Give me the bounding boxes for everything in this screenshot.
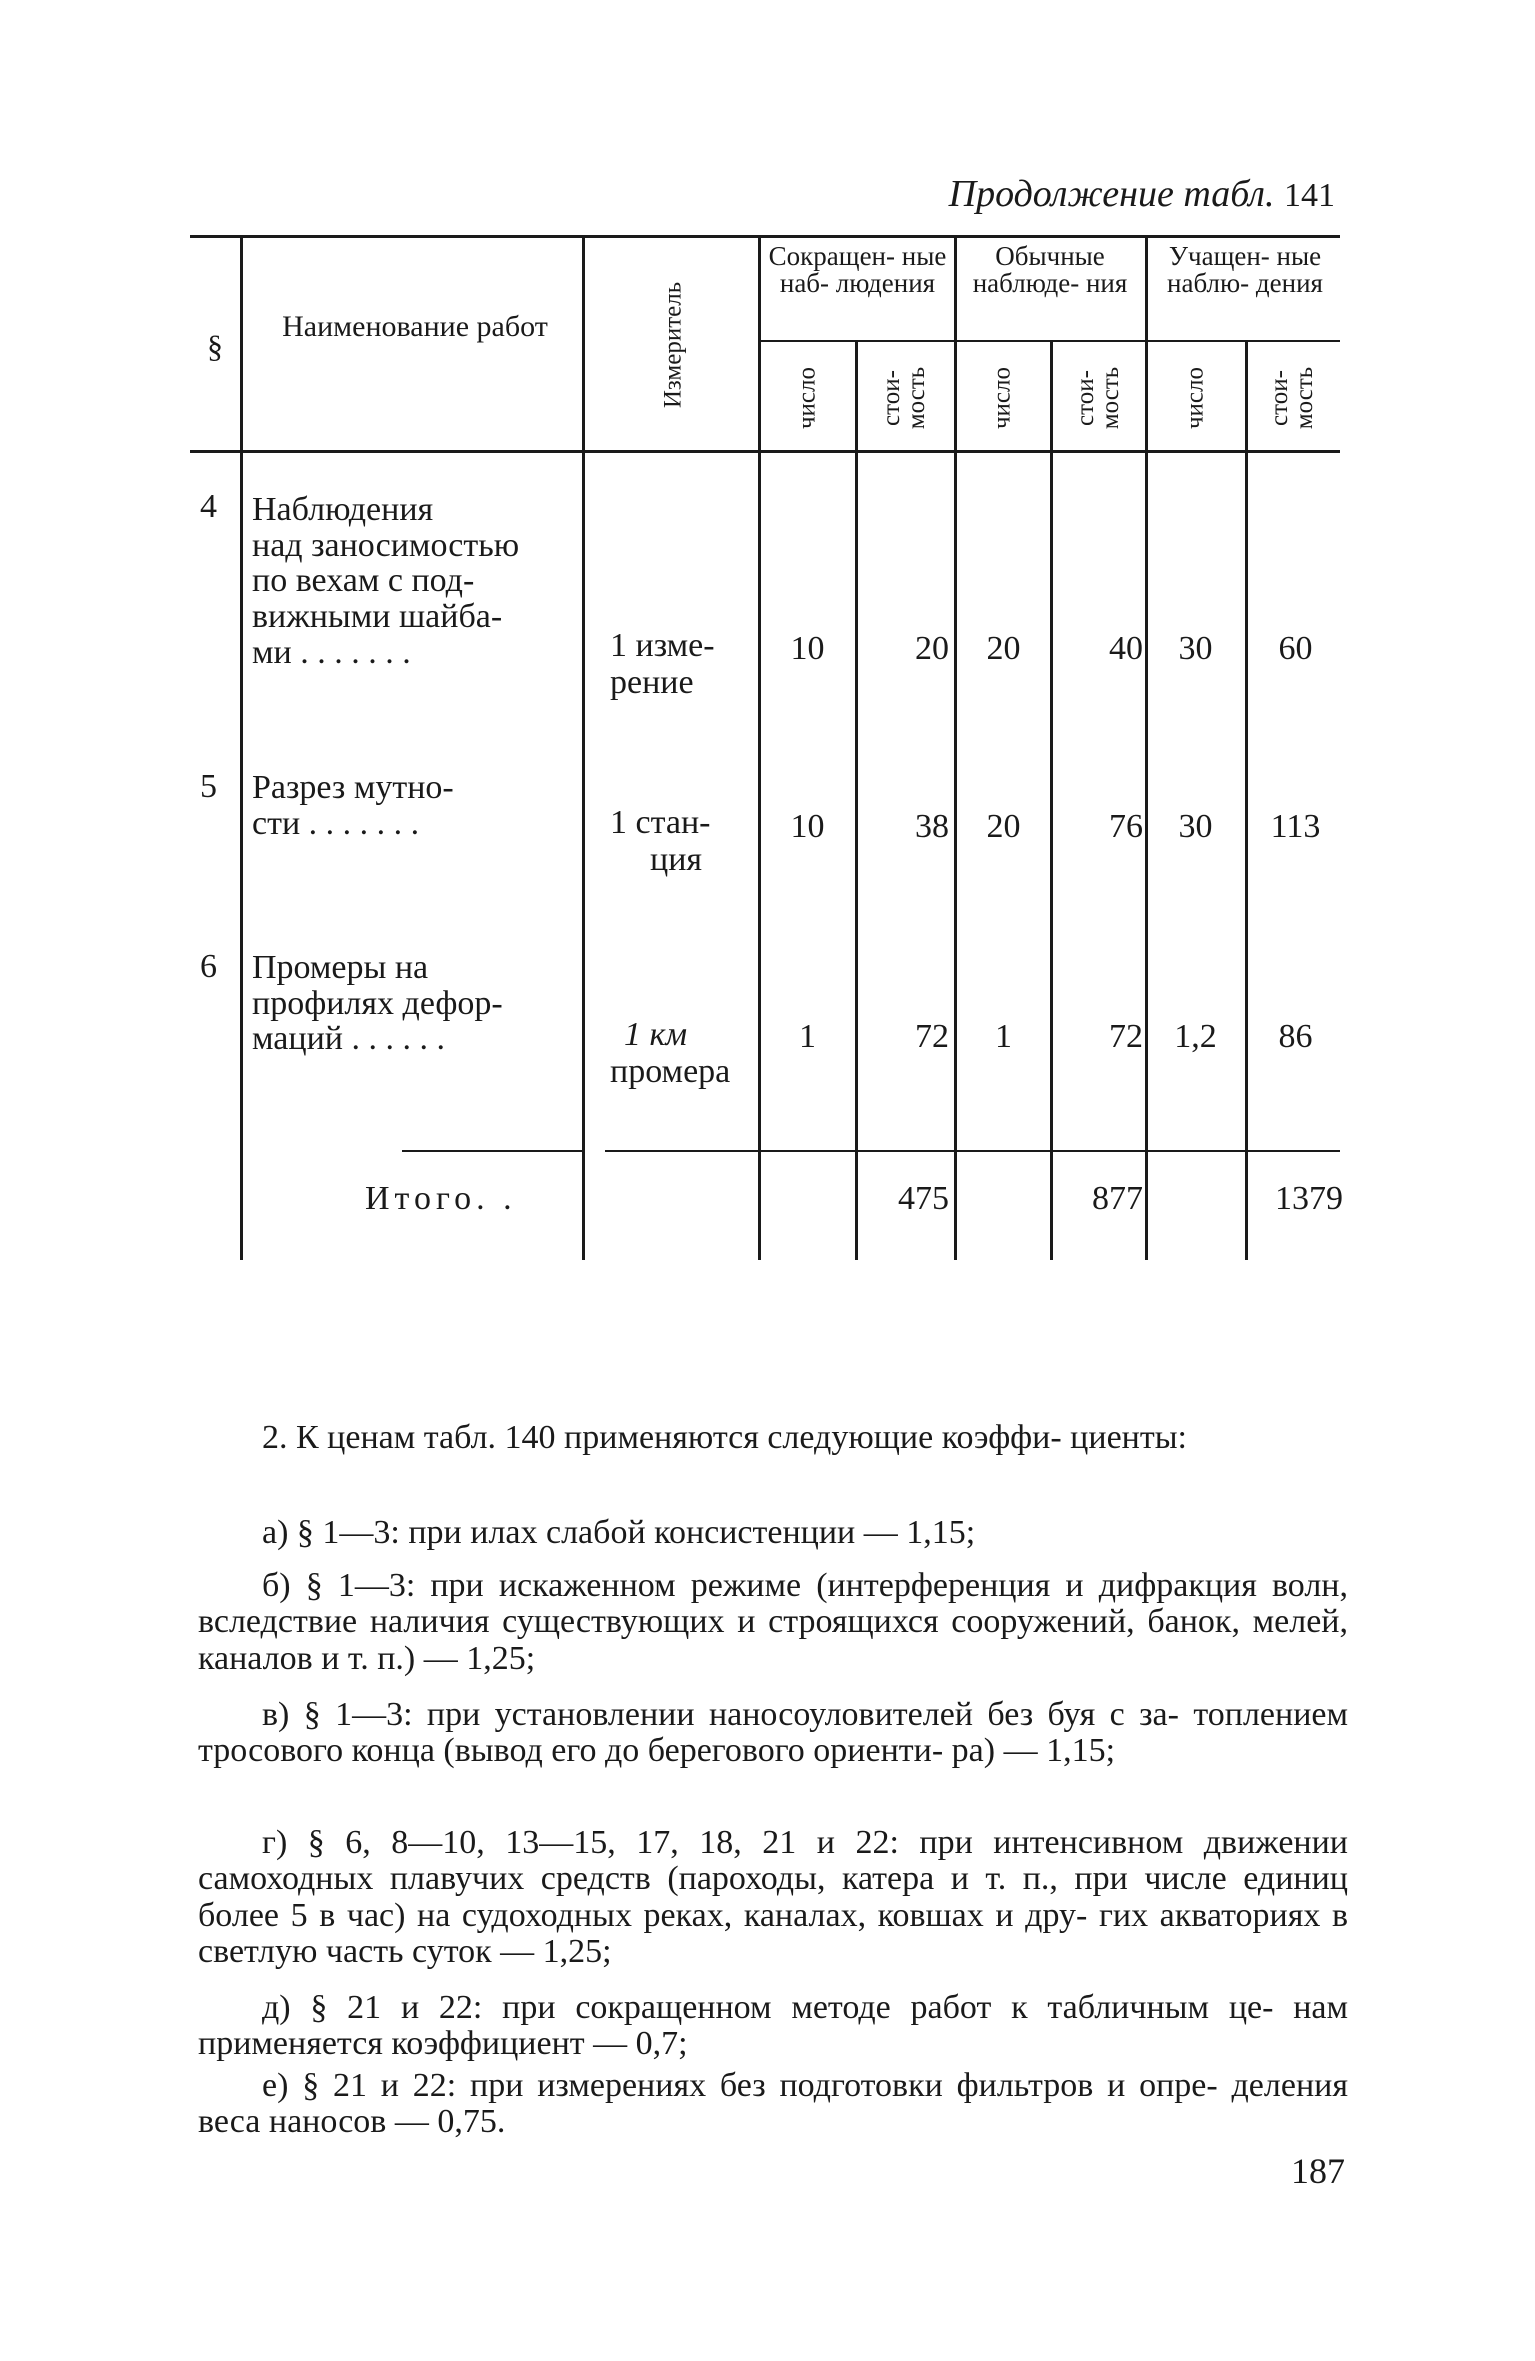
name-line: Наблюдения <box>252 491 434 528</box>
header-name: Наименование работ <box>282 310 548 343</box>
row-name <box>252 950 577 1057</box>
row-section: 4 <box>200 488 217 525</box>
row-section: 5 <box>200 768 217 805</box>
paragraph-b: б) § 1—3: при искаженном режиме (интерференция и дифракция волн, вследствие наличия существующих и строящихся сооружений, банок, мелей, каналов и т. п.) — 1,25; <box>198 1567 1348 1677</box>
table-caption <box>949 172 1335 216</box>
header-unit: Измеритель <box>659 281 687 409</box>
name-line: сти . . . . . . . <box>252 804 420 842</box>
unit-line: ция <box>650 840 703 878</box>
value-cell: 10 <box>790 808 825 845</box>
value-cell: 40 <box>1109 630 1143 667</box>
paragraph-v: в) § 1—3: при установлении наносоуловителей без буя с за- топлением тросового конца (вывод его до берегового ориенти- ра) — 1,15; <box>198 1696 1348 1770</box>
header-frequent-cost: стои- мость <box>1266 366 1318 430</box>
header-frequent-count: число <box>1181 366 1209 430</box>
paragraph-e: е) § 21 и 22: при измерениях без подготовки фильтров и опре- деления веса наносов — 0,75. <box>198 2067 1348 2141</box>
header-section: § <box>207 328 223 364</box>
value-cell: 72 <box>1109 1018 1143 1055</box>
unit-line: 1 км <box>624 1016 688 1053</box>
value-cell: 20 <box>986 630 1021 667</box>
value-cell: 60 <box>1278 630 1313 667</box>
value-cell: 72 <box>915 1018 949 1055</box>
name-line: Разрез мутно- <box>252 769 454 806</box>
paragraph-a: а) § 1—3: при илах слабой консистенции — 1,15; <box>262 1514 976 1551</box>
header-group-normal: Обычные наблюде- ния <box>972 241 1128 298</box>
value-cell: 38 <box>915 808 949 845</box>
row-unit <box>610 805 760 878</box>
name-line: ми . . . . . . . <box>252 633 411 671</box>
row-unit <box>610 628 760 701</box>
header-reduced-cost: стои- мость <box>878 366 930 430</box>
paragraph-d: д) § 21 и 22: при сокращенном методе работ к табличным це- нам применяется коэффициент — 0,7; <box>198 1989 1348 2063</box>
paragraph-g: г) § 6, 8—10, 13—15, 17, 18, 21 и 22: при интенсивном движении самоходных плавучих средств (пароходы, катера и т. п., при числе единиц более 5 в час) на судоходных реках, каналах, ковшах и дру- гих акваториях в светлую часть суток — 1,25; <box>198 1824 1348 1971</box>
value-cell: 76 <box>1109 808 1143 845</box>
header-reduced-count: число <box>793 366 821 430</box>
unit-line: промера <box>610 1052 731 1090</box>
row-section: 6 <box>200 948 217 985</box>
value-cell: 1,2 <box>1174 1018 1217 1055</box>
name-line: над заносимостью <box>252 526 520 564</box>
value-cell: 30 <box>1178 630 1213 667</box>
caption-table-number: 141 <box>1284 177 1335 214</box>
row-name <box>252 492 577 670</box>
data-table <box>190 230 1345 1260</box>
paragraph-intro: 2. К ценам табл. 140 применяются следующие коэффи- циенты: <box>262 1419 1188 1456</box>
value-cell: 1 <box>799 1018 816 1055</box>
value-cell: 1 <box>995 1018 1012 1055</box>
value-cell: 86 <box>1278 1018 1313 1055</box>
value-cell: 30 <box>1178 808 1213 845</box>
total-value: 1379 <box>1275 1180 1343 1217</box>
name-line: вижными шайба- <box>252 598 503 636</box>
total-value: 475 <box>898 1180 949 1217</box>
name-line: Промеры на <box>252 949 429 986</box>
name-line: маций . . . . . . <box>252 1020 445 1058</box>
total-label: Итого. . <box>365 1180 517 1217</box>
name-line: профилях дефор- <box>252 984 503 1022</box>
value-cell: 10 <box>790 630 825 667</box>
header-group-reduced: Сокращен- ные наб- людения <box>768 241 947 298</box>
caption-text: Продолжение табл. <box>948 173 1275 215</box>
header-normal-cost: стои- мость <box>1072 366 1124 430</box>
unit-line: 1 изме- <box>610 627 715 664</box>
row-name <box>252 770 577 841</box>
header-group-frequent: Учащен- ные наблю- дения <box>1167 241 1323 298</box>
row-unit <box>610 1017 760 1090</box>
value-cell: 20 <box>986 808 1021 845</box>
unit-line: рение <box>610 663 694 701</box>
page-number: 187 <box>1291 2151 1345 2191</box>
name-line: по вехам с под- <box>252 562 475 600</box>
header-normal-count: число <box>988 366 1016 430</box>
value-cell: 20 <box>915 630 949 667</box>
unit-line: 1 стан- <box>610 804 711 841</box>
value-cell: 113 <box>1270 808 1321 845</box>
total-value: 877 <box>1092 1180 1143 1217</box>
